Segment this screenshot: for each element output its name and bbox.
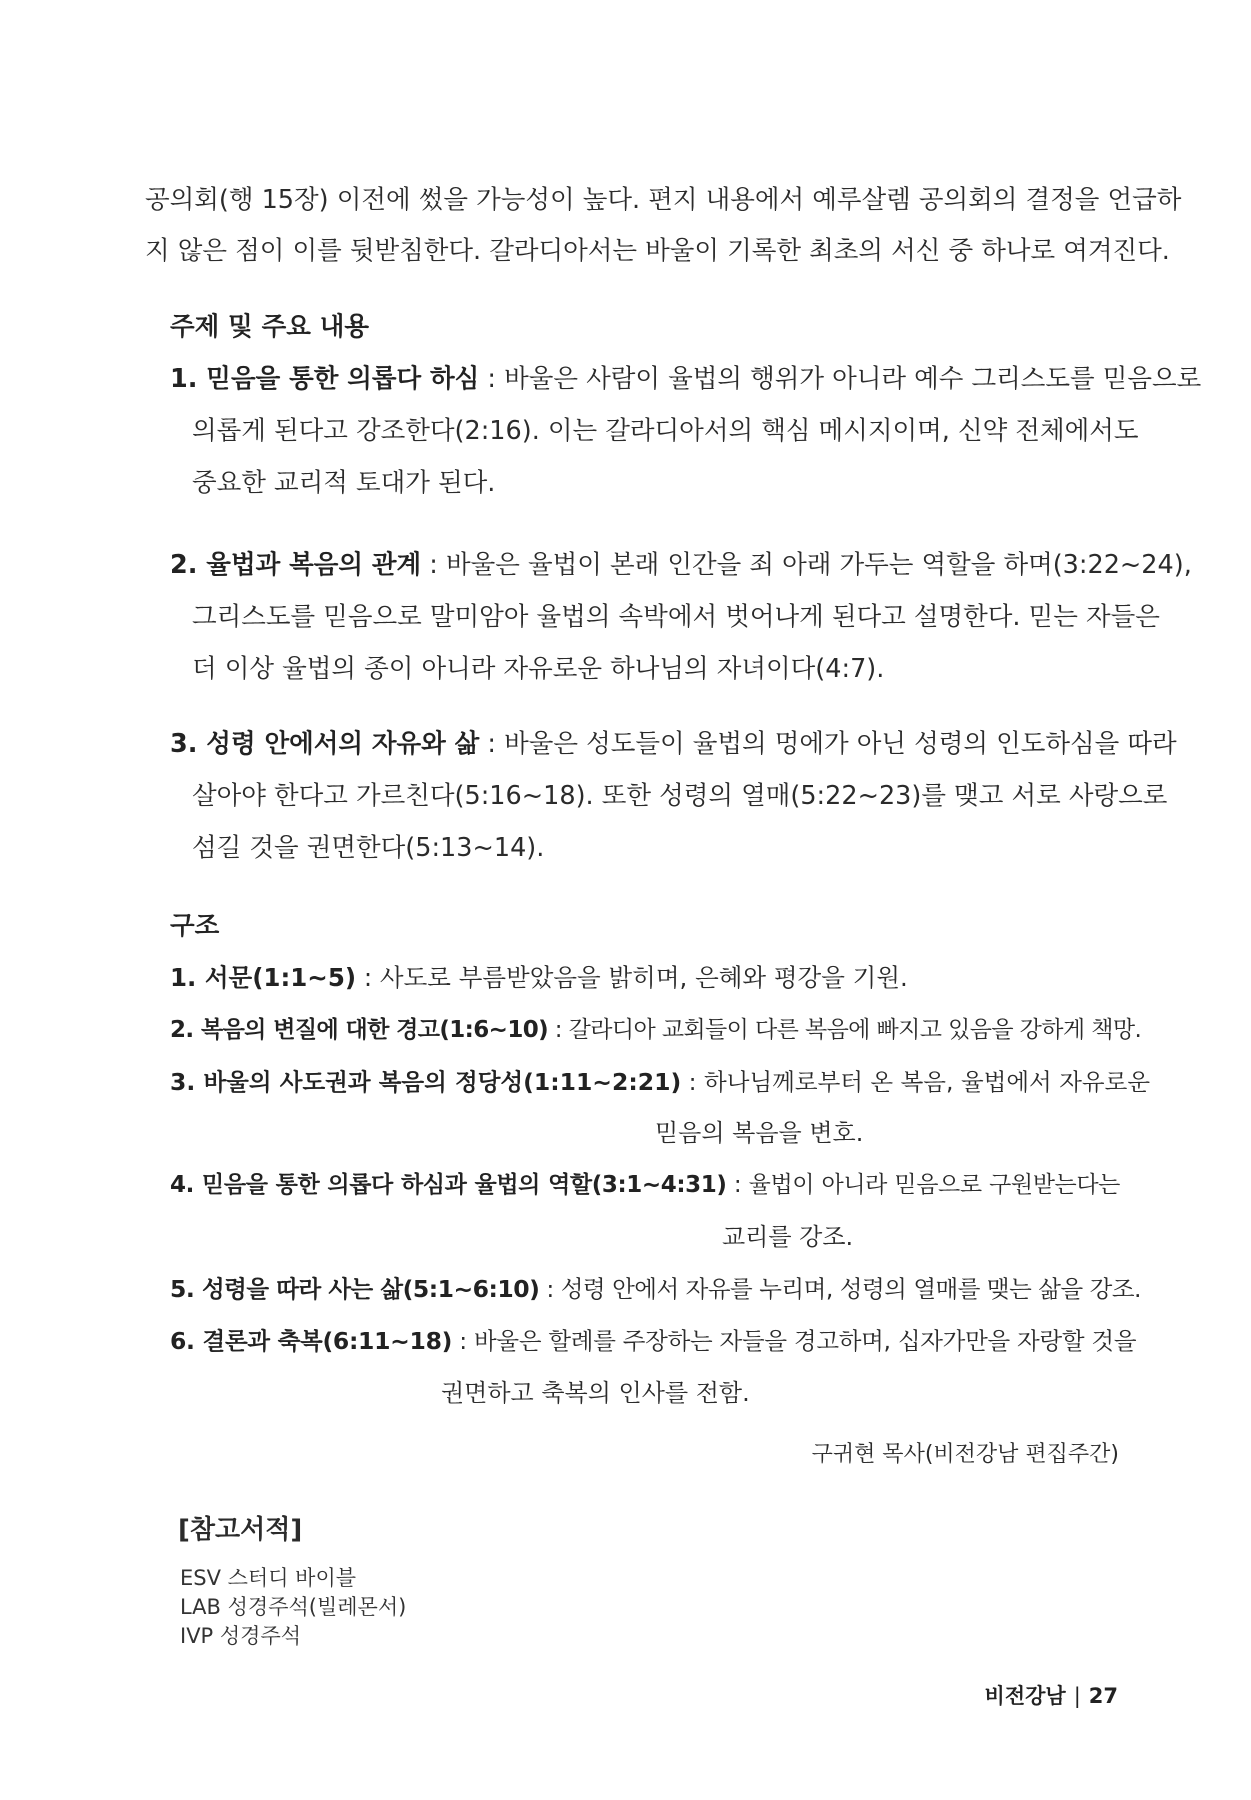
structure-item-5-title: 5. 성령을 따라 사는 삶(5:1~6:10) xyxy=(170,1275,540,1303)
reference-item-3: IVP 성경주석 xyxy=(180,1624,302,1648)
structure-item-2 xyxy=(170,1013,1141,1047)
theme-item-1-line-1 xyxy=(170,362,1202,396)
theme-item-3-line-1 xyxy=(170,727,1177,761)
theme-item-2-line-1 xyxy=(170,548,1192,582)
reference-item-1: ESV 스터디 바이블 xyxy=(180,1566,357,1590)
theme-item-1-line-3: 중요한 교리적 토대가 된다. xyxy=(192,468,496,498)
structure-item-6-desc: : 바울은 할례를 주장하는 자들을 경고하며, 십자가만을 자랑할 것을 xyxy=(452,1327,1137,1355)
theme-item-1-line-2: 의롭게 된다고 강조한다(2:16). 이는 갈라디아서의 핵심 메시지이며, 신약 전체에서도 xyxy=(192,416,1139,446)
author-credit: 구귀현 목사(비전강남 편집주간) xyxy=(811,1442,1119,1467)
structure-item-5-desc: : 성령 안에서 자유를 누리며, 성령의 열매를 맺는 삶을 강조. xyxy=(539,1275,1142,1303)
theme-item-1-text: : 바울은 사람이 율법의 행위가 아니라 예수 그리스도를 믿음으로 xyxy=(479,364,1202,394)
intro-line-1: 공의회(행 15장) 이전에 썼을 가능성이 높다. 편지 내용에서 예루살렘 공의회의 결정을 언급하 xyxy=(145,185,1182,215)
structure-item-4-title: 4. 믿음을 통한 의롭다 하심과 율법의 역할(3:1~4:31) xyxy=(170,1172,727,1198)
structure-item-6 xyxy=(170,1324,1137,1358)
structure-item-1-desc: : 사도로 부름받았음을 밝히며, 은혜와 평강을 기원. xyxy=(356,963,908,992)
structure-item-1-title: 1. 서문(1:1~5) xyxy=(170,963,357,992)
structure-item-1 xyxy=(170,961,908,995)
footer-separator: | xyxy=(1073,1684,1081,1708)
theme-item-3-line-3: 섬길 것을 권면한다(5:13~14). xyxy=(192,833,545,863)
theme-item-3-title: 3. 성령 안에서의 자유와 삶 xyxy=(170,729,480,759)
structure-item-5 xyxy=(170,1272,1141,1306)
page-footer xyxy=(985,1682,1118,1710)
theme-item-2-line-2: 그리스도를 믿음으로 말미암아 율법의 속박에서 벗어나게 된다고 설명한다. 믿는 자들은 xyxy=(192,602,1160,632)
structure-item-3-desc: : 하나님께로부터 온 복음, 율법에서 자유로운 xyxy=(681,1068,1151,1096)
structure-item-3 xyxy=(170,1065,1151,1099)
theme-item-3-line-2: 살아야 한다고 가르친다(5:16~18). 또한 성령의 열매(5:22~23)를 맺고 서로 사랑으로 xyxy=(192,781,1168,811)
themes-heading: 주제 및 주요 내용 xyxy=(170,312,370,342)
intro-line-2: 지 않은 점이 이를 뒷받침한다. 갈라디아서는 바울이 기록한 최초의 서신 중 하나로 여겨진다. xyxy=(145,236,1170,266)
theme-item-1-title: 1. 믿음을 통한 의롭다 하심 xyxy=(170,364,480,394)
structure-item-4-desc: : 율법이 아니라 믿음으로 구원받는다는 xyxy=(726,1172,1120,1198)
structure-item-2-desc: : 갈라디아 교회들이 다른 복음에 빠지고 있음을 강하게 책망. xyxy=(548,1017,1142,1043)
structure-item-3-cont: 믿음의 복음을 변호. xyxy=(655,1119,864,1147)
theme-item-3-text: : 바울은 성도들이 율법의 멍에가 아닌 성령의 인도하심을 따라 xyxy=(479,729,1177,759)
structure-item-4 xyxy=(170,1168,1120,1202)
structure-item-2-title: 2. 복음의 변질에 대한 경고(1:6~10) xyxy=(170,1017,549,1043)
theme-item-2-text: : 바울은 율법이 본래 인간을 죄 아래 가두는 역할을 하며(3:22~24), xyxy=(421,550,1192,580)
page-number: 27 xyxy=(1088,1684,1118,1708)
structure-heading: 구조 xyxy=(170,911,220,941)
references-title: [참고서적] xyxy=(178,1515,303,1545)
theme-item-2-line-3: 더 이상 율법의 종이 아니라 자유로운 하나님의 자녀이다(4:7). xyxy=(192,654,885,684)
structure-item-6-title: 6. 결론과 축복(6:11~18) xyxy=(170,1327,453,1355)
theme-item-2-title: 2. 율법과 복음의 관계 xyxy=(170,550,422,580)
structure-item-3-title: 3. 바울의 사도권과 복음의 정당성(1:11~2:21) xyxy=(170,1068,682,1096)
structure-item-4-cont: 교리를 강조. xyxy=(722,1223,854,1251)
structure-item-6-cont: 권면하고 축복의 인사를 전함. xyxy=(441,1379,750,1407)
reference-item-2: LAB 성경주석(빌레몬서) xyxy=(180,1595,407,1619)
publication-name: 비전강남 xyxy=(984,1684,1066,1708)
